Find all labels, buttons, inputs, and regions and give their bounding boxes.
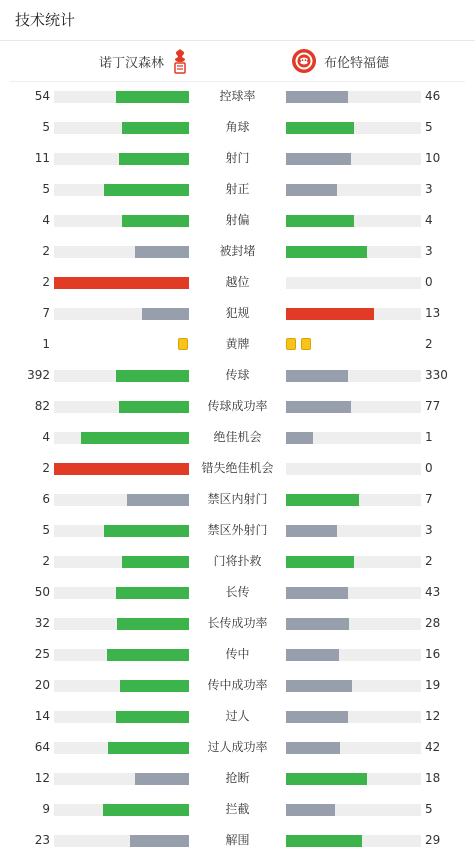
away-stat-value: 42	[425, 740, 441, 754]
home-stat-bar-fill	[54, 463, 189, 475]
home-stat-bar	[54, 370, 189, 382]
stat-row	[0, 670, 475, 701]
away-stat-bar	[286, 215, 421, 227]
home-stat-bar	[54, 680, 189, 692]
home-stat-value: 50	[34, 585, 50, 599]
home-team[interactable]	[99, 41, 188, 81]
home-stat-bar	[54, 215, 189, 227]
away-stat-value: 3	[425, 523, 433, 537]
home-stat-value: 20	[34, 678, 50, 692]
stat-label: 控球率	[219, 89, 256, 103]
away-stat-value: 77	[425, 399, 441, 413]
away-stat-value: 29	[425, 833, 441, 847]
home-stat-value: 25	[34, 647, 50, 661]
away-stat-value: 5	[425, 802, 433, 816]
home-stat-bar-fill	[117, 618, 189, 630]
away-stat-bar	[286, 277, 421, 289]
away-stat-value: 330	[425, 368, 448, 382]
home-stat-value: 2	[42, 554, 50, 568]
home-stat-bar	[54, 525, 189, 537]
away-stat-bar	[286, 184, 421, 196]
stat-row	[0, 391, 475, 422]
away-stat-bar-fill	[286, 773, 367, 785]
away-stat-bar-fill	[286, 122, 354, 134]
away-stat-bar	[286, 122, 421, 134]
home-stat-value: 82	[34, 399, 50, 413]
yellow-card-icon	[178, 338, 188, 350]
away-stat-bar-fill	[286, 401, 351, 413]
stat-label: 绝佳机会	[213, 430, 262, 444]
away-stat-bar	[286, 91, 421, 103]
away-stat-bar	[286, 587, 421, 599]
home-stat-bar-fill	[54, 277, 189, 289]
home-stat-bar-fill	[135, 246, 189, 258]
home-stat-value: 2	[42, 461, 50, 475]
away-stat-bar	[286, 804, 421, 816]
stat-label: 犯规	[225, 306, 250, 320]
away-stat-value: 1	[425, 430, 433, 444]
home-stat-bar-fill	[104, 525, 189, 537]
stat-label: 抢断	[225, 771, 250, 785]
stat-label: 传中	[225, 647, 250, 661]
stat-label: 门将扑救	[213, 554, 262, 568]
away-stat-bar	[286, 680, 421, 692]
home-stat-value: 1	[42, 337, 50, 351]
stat-row	[0, 794, 475, 825]
stat-row	[0, 453, 475, 484]
home-stat-bar-fill	[116, 711, 189, 723]
home-stat-bar	[54, 587, 189, 599]
stat-row	[0, 484, 475, 515]
stat-row	[0, 329, 475, 360]
away-stat-bar	[286, 618, 421, 630]
away-stat-bar-fill	[286, 308, 374, 320]
home-stat-bar	[54, 618, 189, 630]
away-stat-bar-fill	[286, 370, 348, 382]
away-stat-bar	[286, 432, 421, 444]
stat-row	[0, 546, 475, 577]
away-stat-value: 46	[425, 89, 441, 103]
away-stat-bar-fill	[286, 432, 313, 444]
away-stat-value: 13	[425, 306, 441, 320]
away-stat-bar-fill	[286, 153, 351, 165]
stat-label: 拦截	[225, 802, 250, 816]
stat-label: 过人	[225, 709, 250, 723]
home-stat-bar-fill	[108, 742, 189, 754]
home-stat-bar	[54, 184, 189, 196]
home-stat-bar-fill	[130, 835, 189, 847]
home-stat-bar	[54, 277, 189, 289]
stat-row	[0, 639, 475, 670]
home-stat-bar-fill	[135, 773, 189, 785]
stat-label: 长传	[225, 585, 250, 599]
away-stat-value: 5	[425, 120, 433, 134]
away-stat-value: 16	[425, 647, 441, 661]
home-stat-bar	[54, 153, 189, 165]
home-stat-value: 32	[34, 616, 50, 630]
away-stat-bar-fill	[286, 246, 367, 258]
away-stat-bar-fill	[286, 556, 354, 568]
home-cards	[174, 338, 189, 352]
home-stat-bar	[54, 742, 189, 754]
away-stat-value: 4	[425, 213, 433, 227]
away-stat-bar-fill	[286, 494, 359, 506]
away-stat-bar-fill	[286, 184, 337, 196]
home-stat-bar-fill	[122, 556, 190, 568]
stat-label: 被封堵	[219, 244, 256, 258]
home-stat-value: 4	[42, 213, 50, 227]
away-stat-value: 43	[425, 585, 441, 599]
away-stat-bar	[286, 556, 421, 568]
home-stat-value: 14	[34, 709, 50, 723]
home-stat-bar-fill	[127, 494, 189, 506]
stat-row	[0, 236, 475, 267]
home-stat-bar	[54, 246, 189, 258]
stat-label: 禁区内射门	[207, 492, 268, 506]
away-stat-value: 18	[425, 771, 441, 785]
home-stat-bar-fill	[116, 587, 189, 599]
away-stat-bar-fill	[286, 680, 352, 692]
stat-row	[0, 763, 475, 794]
stat-label: 传中成功率	[207, 678, 268, 692]
stat-row	[0, 81, 475, 112]
away-stat-value: 0	[425, 461, 433, 475]
home-stat-bar	[54, 122, 189, 134]
home-stat-bar-fill	[103, 804, 189, 816]
stat-label: 射正	[225, 182, 250, 196]
home-stat-bar-fill	[81, 432, 189, 444]
home-stat-bar	[54, 835, 189, 847]
away-stat-bar	[286, 370, 421, 382]
away-stat-bar-fill	[286, 91, 348, 103]
away-team-name: 布伦特福德	[324, 55, 390, 71]
away-stat-value: 0	[425, 275, 433, 289]
stat-label: 越位	[225, 275, 250, 289]
stat-label: 传球	[225, 368, 250, 382]
teams-header	[0, 41, 475, 81]
stat-row	[0, 577, 475, 608]
stat-row	[0, 515, 475, 546]
yellow-card-icon	[286, 338, 296, 350]
home-stat-bar	[54, 432, 189, 444]
stat-row	[0, 701, 475, 732]
home-stat-bar-fill	[116, 370, 189, 382]
home-stat-bar	[54, 556, 189, 568]
home-stat-value: 5	[42, 120, 50, 134]
home-stat-bar	[54, 773, 189, 785]
away-stat-value: 28	[425, 616, 441, 630]
away-stat-value: 10	[425, 151, 441, 165]
away-stat-bar-fill	[286, 835, 362, 847]
stat-label: 射偏	[225, 213, 250, 227]
away-stat-bar-fill	[286, 618, 349, 630]
home-stat-bar-fill	[119, 401, 189, 413]
stat-label: 过人成功率	[207, 740, 268, 754]
home-stat-value: 5	[42, 523, 50, 537]
home-stat-value: 2	[42, 244, 50, 258]
stat-label: 射门	[225, 151, 250, 165]
stat-row	[0, 267, 475, 298]
home-stat-bar	[54, 401, 189, 413]
away-stat-bar	[286, 835, 421, 847]
away-stat-value: 3	[425, 182, 433, 196]
away-stat-value: 3	[425, 244, 433, 258]
home-stat-value: 11	[34, 151, 50, 165]
away-stat-bar	[286, 246, 421, 258]
away-stat-bar	[286, 649, 421, 661]
yellow-card-icon	[301, 338, 311, 350]
away-cards	[286, 338, 316, 352]
stat-row	[0, 143, 475, 174]
home-stat-bar	[54, 649, 189, 661]
stat-row	[0, 205, 475, 236]
stat-row	[0, 360, 475, 391]
away-stat-bar-fill	[286, 742, 340, 754]
away-stat-bar	[286, 525, 421, 537]
away-stat-bar-fill	[286, 649, 339, 661]
away-team-logo-icon	[291, 48, 317, 74]
home-stat-bar-fill	[107, 649, 189, 661]
home-stat-bar	[54, 804, 189, 816]
away-stat-value: 2	[425, 337, 433, 351]
stat-label: 解围	[225, 833, 250, 847]
page-title: 技术统计	[15, 11, 76, 29]
home-team-name: 诺丁汉森林	[98, 55, 164, 71]
home-stat-bar-fill	[122, 122, 190, 134]
away-stat-bar-fill	[286, 711, 348, 723]
away-stat-bar-fill	[286, 525, 337, 537]
home-stat-bar-fill	[120, 680, 189, 692]
stat-row	[0, 825, 475, 856]
away-stat-bar	[286, 308, 421, 320]
home-team-logo-icon	[172, 48, 188, 74]
away-stat-bar	[286, 494, 421, 506]
home-stat-bar-fill	[119, 153, 189, 165]
stat-label: 黄牌	[225, 337, 250, 351]
stat-row	[0, 112, 475, 143]
stat-row	[0, 422, 475, 453]
home-stat-value: 12	[34, 771, 50, 785]
home-stat-bar-fill	[142, 308, 189, 320]
stat-label: 长传成功率	[207, 616, 268, 630]
home-stat-value: 2	[42, 275, 50, 289]
away-stat-value: 12	[425, 709, 441, 723]
away-stat-bar-fill	[286, 804, 335, 816]
stat-label: 禁区外射门	[207, 523, 268, 537]
home-stat-value: 9	[42, 802, 50, 816]
away-stat-bar-fill	[286, 587, 348, 599]
home-stat-bar	[54, 91, 189, 103]
away-stat-bar	[286, 711, 421, 723]
home-stat-value: 23	[34, 833, 50, 847]
home-stat-value: 392	[27, 368, 50, 382]
home-stat-value: 6	[42, 492, 50, 506]
stat-row	[0, 298, 475, 329]
away-stat-bar	[286, 463, 421, 475]
home-stat-bar	[54, 463, 189, 475]
away-stat-bar	[286, 401, 421, 413]
stat-row	[0, 608, 475, 639]
stats-list	[0, 81, 475, 856]
home-stat-value: 4	[42, 430, 50, 444]
stat-label: 传球成功率	[207, 399, 268, 413]
stat-row	[0, 174, 475, 205]
away-stat-bar	[286, 773, 421, 785]
home-stat-bar-fill	[104, 184, 189, 196]
away-stat-value: 2	[425, 554, 433, 568]
home-stat-value: 5	[42, 182, 50, 196]
stat-label: 错失绝佳机会	[201, 461, 274, 475]
home-stat-value: 54	[34, 89, 50, 103]
home-stat-bar	[54, 711, 189, 723]
home-stat-bar-fill	[122, 215, 190, 227]
away-stat-bar	[286, 742, 421, 754]
home-stat-value: 7	[42, 306, 50, 320]
stat-row	[0, 732, 475, 763]
away-stat-bar-fill	[286, 215, 354, 227]
away-stat-value: 7	[425, 492, 433, 506]
stat-label: 角球	[225, 120, 250, 134]
home-stat-bar	[54, 494, 189, 506]
away-team[interactable]	[291, 41, 389, 81]
home-stat-value: 64	[34, 740, 50, 754]
home-stat-bar-fill	[116, 91, 189, 103]
home-stat-bar	[54, 308, 189, 320]
away-stat-bar	[286, 153, 421, 165]
away-stat-value: 19	[425, 678, 441, 692]
